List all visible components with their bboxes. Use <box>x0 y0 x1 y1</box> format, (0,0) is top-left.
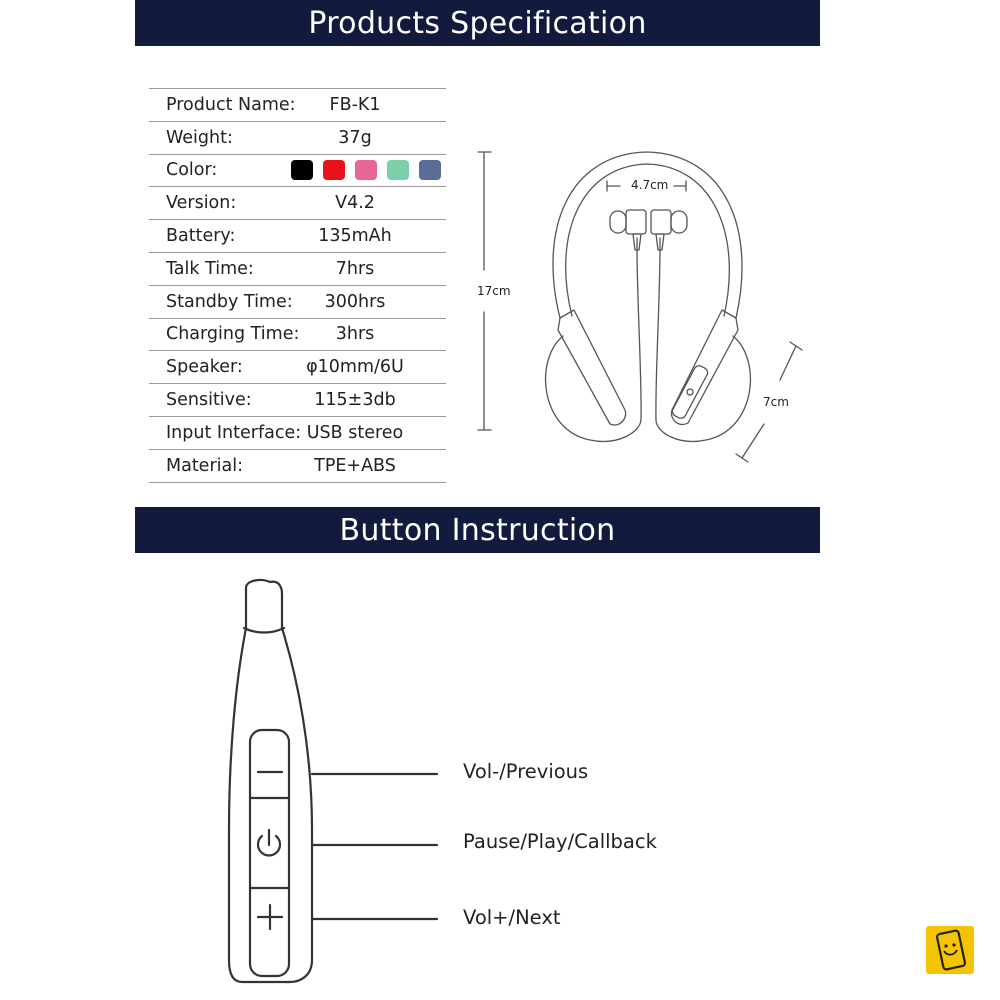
spec-label: Battery: <box>166 226 236 247</box>
spec-value: 115±3db <box>314 390 396 411</box>
spec-label: Product Name: <box>166 94 296 115</box>
spec-label: Charging Time: <box>166 324 300 345</box>
button-label-vol-minus: Vol-/Previous <box>463 760 589 783</box>
plus-icon <box>258 905 282 929</box>
spec-label: Weight: <box>166 127 233 148</box>
earbud-right <box>651 210 687 250</box>
spec-value: 135mAh <box>318 226 392 247</box>
spec-value: FB-K1 <box>329 94 381 115</box>
height-label: 17cm <box>477 284 511 298</box>
spec-value: 300hrs <box>324 291 386 312</box>
button-label-pause-play: Pause/Play/Callback <box>463 830 657 853</box>
spec-label: Version: <box>166 193 237 214</box>
neckband <box>553 152 742 318</box>
spec-value: TPE+ABS <box>314 455 396 476</box>
earbud-spacing-label: 4.7cm <box>631 178 669 192</box>
spec-section-title: Products Specification <box>308 5 647 41</box>
spec-value: 37g <box>338 127 372 148</box>
spec-label: Sensitive: <box>166 390 252 411</box>
power-icon <box>258 830 280 855</box>
button-section-title: Button Instruction <box>339 512 616 548</box>
spec-label: Input Interface: <box>166 422 302 443</box>
cable-loop-left <box>546 336 641 441</box>
spec-label: Talk Time: <box>166 258 254 279</box>
spec-label: Color: <box>166 160 218 181</box>
left-housing <box>558 310 626 425</box>
spec-value: USB stereo <box>306 422 404 443</box>
button-label-vol-plus: Vol+/Next <box>463 906 561 929</box>
spec-value: φ10mm/6U <box>306 357 404 378</box>
spec-value: V4.2 <box>335 193 375 214</box>
spec-value: 3hrs <box>335 324 375 345</box>
right-housing <box>671 310 738 425</box>
brand-logo-icon <box>926 926 974 974</box>
spec-label: Speaker: <box>166 357 243 378</box>
depth-label: 7cm <box>763 395 789 409</box>
spec-label: Standby Time: <box>166 291 293 312</box>
cable-loop-right <box>656 336 750 441</box>
spec-value: 7hrs <box>335 258 375 279</box>
earbud-left <box>610 210 646 250</box>
spec-label: Material: <box>166 455 243 476</box>
